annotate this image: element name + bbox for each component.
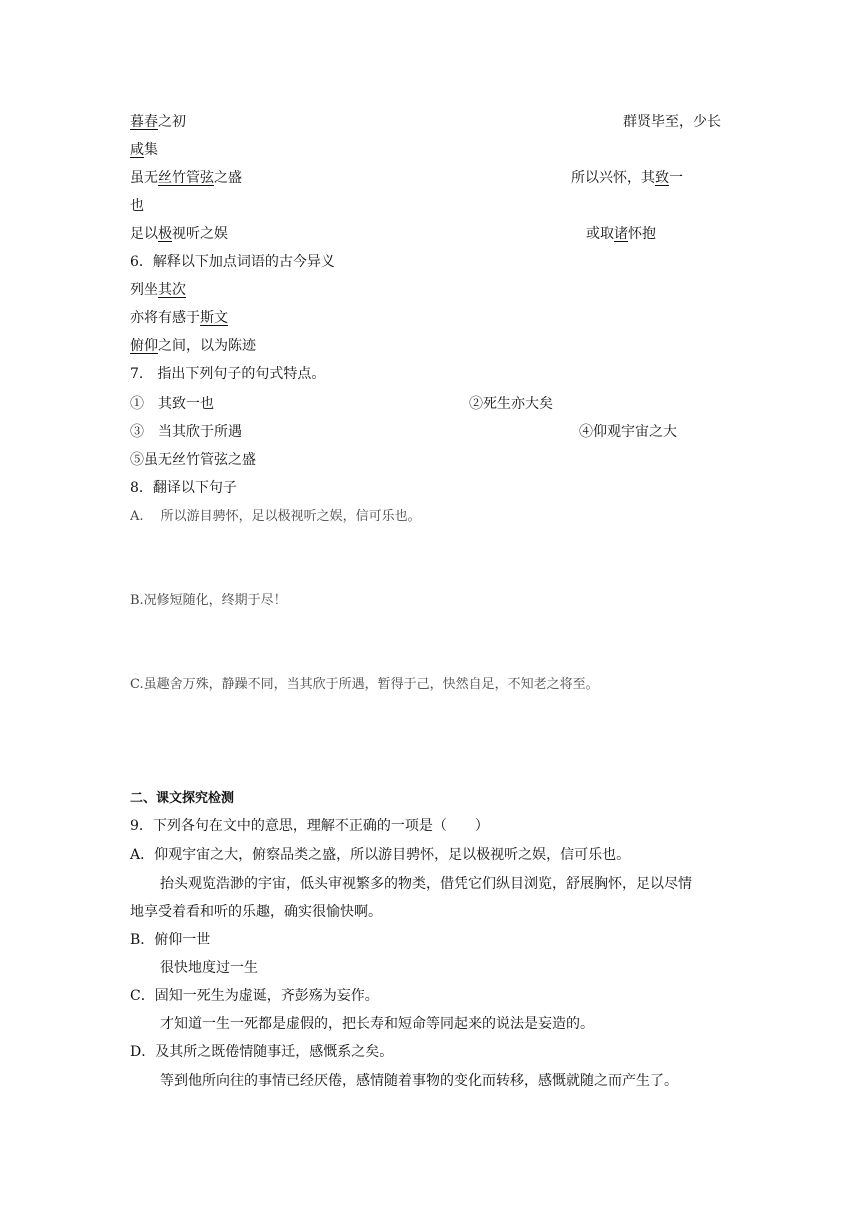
underlined-term: 斯文 xyxy=(200,310,228,326)
q9-option-b-explanation: 很快地度过一生 xyxy=(160,960,258,976)
underlined-term: 咸 xyxy=(130,142,144,158)
q5-row-2 xyxy=(130,140,158,160)
q5-row-1-left xyxy=(130,112,186,132)
q5-row-3-right xyxy=(571,168,683,188)
text: 视听之娱 xyxy=(172,226,228,242)
q8-sentence-b: B.况修短随化，终期于尽！ xyxy=(130,593,287,608)
q9-option-d-explanation: 等到他所向往的事情已经厌倦，感情随着事物的变化而转移，感慨就随之而产生了。 xyxy=(160,1073,678,1089)
q7-item-1: ① 其致一也 xyxy=(130,396,214,412)
text: 列坐 xyxy=(130,282,158,298)
underlined-term: 其次 xyxy=(158,282,186,298)
q9-option-a-explanation-2: 地享受着看和听的乐趣，确实很愉快啊。 xyxy=(130,904,382,920)
q6-line-1 xyxy=(130,280,186,300)
text: 足以 xyxy=(130,226,158,242)
q5-row-1-right: 群贤毕至，少长 xyxy=(623,114,721,130)
underlined-term: 极 xyxy=(158,226,172,242)
q7-title: 7. 指出下列句子的句式特点。 xyxy=(130,366,326,382)
q9-option-a-explanation-1: 抬头观览浩渺的宇宙，低头审视繁多的物类，借凭它们纵目浏览，舒展胸怀，足以尽情 xyxy=(160,876,692,892)
q5-row-5-left xyxy=(130,224,228,244)
underlined-term: 暮春 xyxy=(130,114,158,130)
text: 虽无 xyxy=(130,170,158,186)
underlined-term: 丝竹管弦 xyxy=(158,170,214,186)
text: 怀抱 xyxy=(628,226,656,242)
underlined-term: 致 xyxy=(655,170,669,186)
q8-title: 8．翻译以下句子 xyxy=(130,480,237,496)
q7-item-3: ③ 当其欣于所遇 xyxy=(130,424,242,440)
q8-sentence-c: C.虽趣舍万殊，静躁不同，当其欣于所遇，暂得于己，快然自足，不知老之将至。 xyxy=(130,677,599,692)
text: 所以兴怀，其 xyxy=(571,170,655,186)
q7-item-2: ②死生亦大矣 xyxy=(469,396,553,412)
q6-line-2 xyxy=(130,308,228,328)
text: 之初 xyxy=(158,114,186,130)
q6-title: 6．解释以下加点词语的古今异义 xyxy=(130,254,335,270)
text: 一 xyxy=(669,170,683,186)
q9-option-c: C．固知一死生为虚诞，齐彭殇为妄作。 xyxy=(130,988,379,1004)
q9-option-b: B．俯仰一世 xyxy=(130,932,211,948)
text: 集 xyxy=(144,142,158,158)
q9-title: 9．下列各句在文中的意思，理解不正确的一项是（ ） xyxy=(130,818,489,834)
q9-option-a: A．仰观宇宙之大，俯察品类之盛，所以游目骋怀，足以极视听之娱，信可乐也。 xyxy=(130,847,631,863)
q5-row-4: 也 xyxy=(130,198,144,214)
text: 亦将有感于 xyxy=(130,310,200,326)
section-heading: 二、课文探究检测 xyxy=(130,791,235,806)
q9-option-c-explanation: 才知道一生一死都是虚假的，把长寿和短命等同起来的说法是妄造的。 xyxy=(160,1016,594,1032)
q6-line-3 xyxy=(130,336,256,356)
q9-option-d: D．及其所之既倦情随事迁，感慨系之矣。 xyxy=(130,1044,394,1060)
q8-sentence-a: A. 所以游目骋怀，足以极视听之娱，信可乐也。 xyxy=(130,509,421,524)
underlined-term: 俯仰 xyxy=(130,338,158,354)
text: 或取 xyxy=(586,226,614,242)
q7-item-4: ④仰观宇宙之大 xyxy=(579,424,677,440)
text: 之间，以为陈迹 xyxy=(158,338,256,354)
underlined-term: 诸 xyxy=(614,226,628,242)
q5-row-3-left xyxy=(130,168,242,188)
q7-item-5: ⑤虽无丝竹管弦之盛 xyxy=(130,452,256,468)
q5-row-5-right xyxy=(586,224,656,244)
text: 之盛 xyxy=(214,170,242,186)
